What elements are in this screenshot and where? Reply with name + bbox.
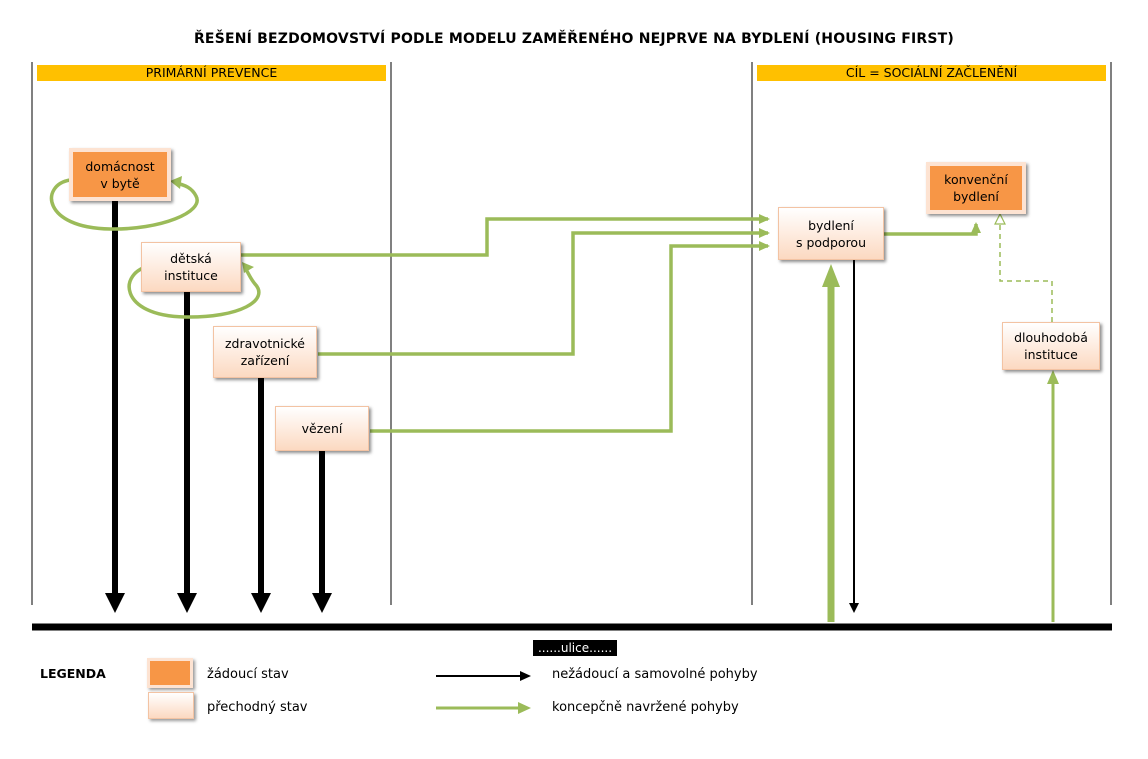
arrowhead xyxy=(520,671,531,681)
legend-swatch-desired xyxy=(147,658,193,688)
band-goal-social-inclusion: CÍL = SOCIÁLNÍ ZAČLENĚNÍ xyxy=(757,65,1106,81)
arrow-health-to-supported xyxy=(318,233,768,354)
arrowhead xyxy=(170,176,182,189)
node-conventional-housing: konvenční bydlení xyxy=(926,162,1026,214)
node-long-term-institution: dlouhodobá instituce xyxy=(1002,322,1100,370)
arrowhead xyxy=(822,264,840,287)
legend-label-transitional: přechodný stav xyxy=(207,700,308,715)
node-childrens-institution: dětská instituce xyxy=(141,242,241,292)
band-primary-prevention: PRIMÁRNÍ PREVENCE xyxy=(37,65,386,81)
arrow-longterm-to-conventional xyxy=(1000,222,1052,322)
node-household-in-flat: domácnost v bytě xyxy=(69,148,171,201)
legend-label-desired: žádoucí stav xyxy=(207,667,289,682)
legend-label-undesired-moves: nežádoucí a samovolné pohyby xyxy=(552,667,758,682)
legend-title: LEGENDA xyxy=(40,666,106,681)
node-supported-housing: bydlení s podporou xyxy=(778,207,884,260)
arrowhead xyxy=(849,603,859,613)
street-label: ......ulice...... xyxy=(533,640,617,656)
arrowhead xyxy=(518,702,531,714)
arrowhead xyxy=(105,593,125,613)
arrowhead xyxy=(312,593,332,613)
arrowhead xyxy=(251,593,271,613)
arrowhead xyxy=(177,593,197,613)
legend-swatch-transitional xyxy=(148,692,194,719)
node-prison: vězení xyxy=(275,406,369,451)
arrow-supported-to-conventional xyxy=(884,224,976,234)
arrowhead xyxy=(1047,370,1059,384)
page-title: ŘEŠENÍ BEZDOMOVSTVÍ PODLE MODELU ZAMĚŘENÉHO NEJPRVE NA BYDLENÍ (HOUSING FIRST) xyxy=(193,31,955,47)
arrow-prison-to-supported xyxy=(370,246,768,431)
arrowhead xyxy=(995,214,1005,224)
arrow-children-to-supported xyxy=(241,219,768,255)
legend-label-designed-moves: koncepčně navržené pohyby xyxy=(552,700,739,715)
node-health-facility: zdravotnické zařízení xyxy=(213,326,317,378)
